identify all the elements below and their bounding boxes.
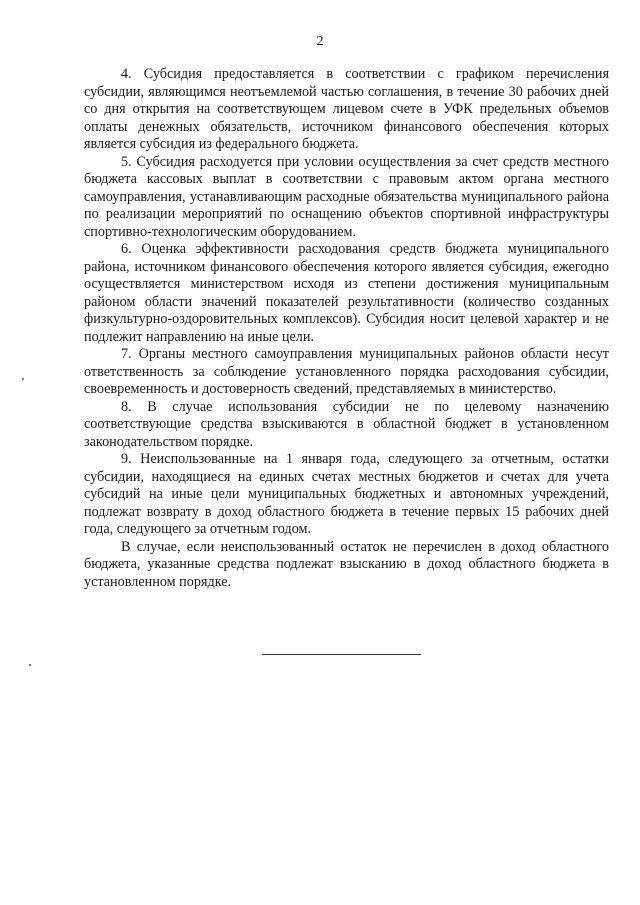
page-number: 2 bbox=[316, 34, 324, 49]
paragraph-7: 7. Органы местного самоуправления муниципальных районов области несут ответственность за соблюдение установленного порядка расходования субсидии, своевременность и достоверность сведений, представляемых в министерство. bbox=[84, 346, 609, 397]
paragraph-4: 4. Субсидия предоставляется в соответствии с графиком перечисления субсидии, являющимся неотъемлемой частью соглашения, в течение 30 рабочих дней со дня открытия на соответствующем лицевом счете в УФК предельных объемов оплаты денежных обязательств, источником финансового обеспечения которых является субсидия из федерального бюджета. bbox=[84, 66, 609, 152]
scan-speck bbox=[22, 378, 24, 380]
paragraph-8: 8. В случае использования субсидии не по целевому назначению соответствующие средства взыскиваются в областной бюджет в установленном законодательством порядке. bbox=[84, 398, 609, 450]
end-separator-line bbox=[262, 654, 421, 655]
paragraph-closing: В случае, если неиспользованный остаток не перечислен в доход областного бюджета, указанные средства подлежат взысканию в доход областного бюджета в установленном порядке. bbox=[84, 538, 609, 590]
scan-speck bbox=[29, 664, 31, 666]
document-body bbox=[84, 66, 609, 591]
paragraph-9: 9. Неиспользованные на 1 января года, следующего за отчетным, остатки субсидии, находящиеся на единых счетах местных бюджетов и счетах для учета субсидий на иные цели муниципальных бюджетных и автономных учреждений, подлежат возврату в доход областного бюджета в течение первых 15 рабочих дней года, следующего за отчетным годом. bbox=[84, 451, 609, 537]
paragraph-5: 5. Субсидия расходуется при условии осуществления за счет средств местного бюджета кассовых выплат в соответствии с правовым актом органа местного самоуправления, устанавливающим расходные обязательства муниципального района по реализации мероприятий по оснащению объектов спортивной инфраструктуры спортивно-технологическим оборудованием. bbox=[84, 153, 609, 240]
paragraph-6: 6. Оценка эффективности расходования средств бюджета муниципального района, источником финансового обеспечения которого является субсидия, ежегодно осуществляется министерством исходя из степени достижения муниципальным районом области значений показателей результативности (количество созданных физкультурно-оздоровительных комплексов). Субсидия носит целевой характер и не подлежит направлению на иные цели. bbox=[84, 241, 609, 345]
